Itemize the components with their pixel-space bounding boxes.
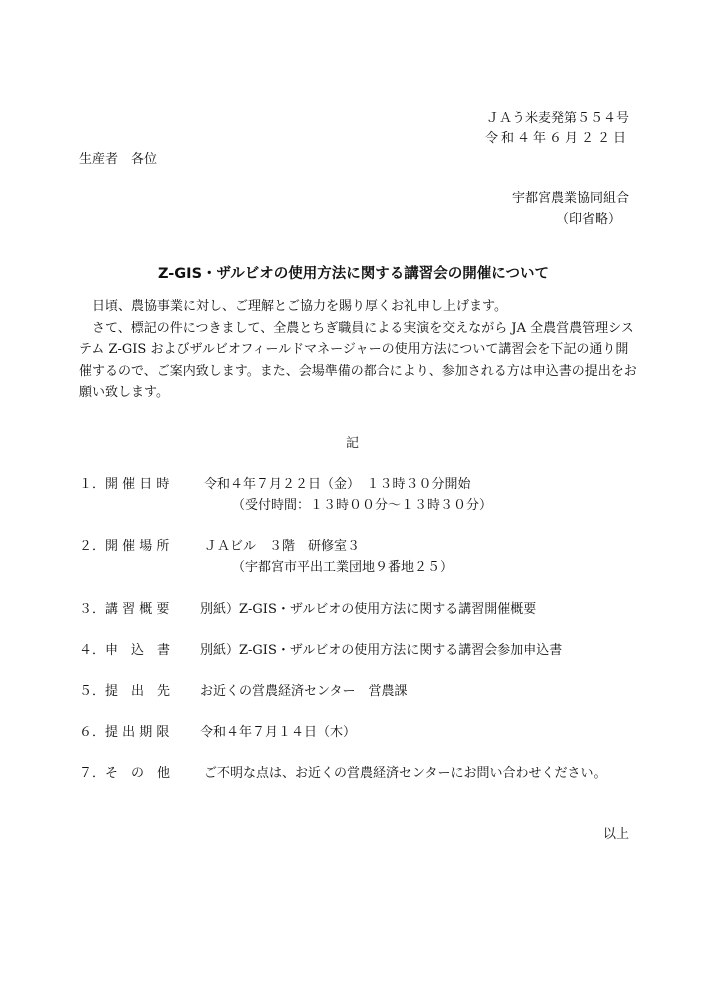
body-paragraph-2: さて、標記の件につきまして、全農とちぎ職員による実演を交えながら JA 全農営農管理システム Z-GIS およびザルビオフィールドマネージャーの使用方法について講習会を下記の通り開催するので、ご案内致します。また、会場準備の都合により、参加される方は申込書の提出をお願い致します。 [79,320,637,400]
body-text [79,296,639,404]
item-label-2: ２．開 催 場 所 [79,539,170,554]
item-label-4: ４．申 込 書 [79,643,171,658]
document-number: ＪＡう米麦発第５５４号 [485,111,629,126]
closing-mark: 以上 [602,827,629,842]
body-paragraph-1: 日頃、農協事業に対し、ご理解とご協力を賜り厚くお礼申し上げます。 [92,299,507,314]
item-label-7: ７．そ の 他 [79,766,171,781]
recipient: 生産者 各位 [79,152,158,167]
item-value-2: ＪＡビル ３階 研修室３ [204,539,361,554]
item-label-5: ５．提 出 先 [79,684,171,699]
item-label-6: ６．提 出 期 限 [79,725,170,740]
item-sub-2: （宇都宮市平出工業団地９番地２５） [232,560,454,575]
ki-heading: 記 [346,436,360,451]
item-sub-1: （受付時間：１３時００分～１３時３０分） [232,498,493,513]
sender-organization: 宇都宮農業協同組合 [511,191,629,206]
item-value-3: 別紙）Z-GIS・ザルビオの使用方法に関する講習開催概要 [200,602,537,617]
item-label-1: １．開 催 日 時 [79,477,170,492]
seal-note: （印省略） [555,212,621,227]
issue-date: 令和４年６月２２日 [484,131,629,146]
item-value-5: お近くの営農経済センター 営農課 [200,684,408,699]
item-label-3: ３．講 習 概 要 [79,602,170,617]
document-title: Z-GIS・ザルビオの使用方法に関する講習会の開催について [158,266,549,282]
item-value-7: ご不明な点は、お近くの営農経済センターにお問い合わせください。 [204,766,607,781]
item-value-1: 令和４年７月２２日（金） １３時３０分開始 [204,477,471,492]
item-value-6: 令和４年７月１４日（木） [200,725,357,740]
item-value-4: 別紙）Z-GIS・ザルビオの使用方法に関する講習会参加申込書 [200,643,563,658]
